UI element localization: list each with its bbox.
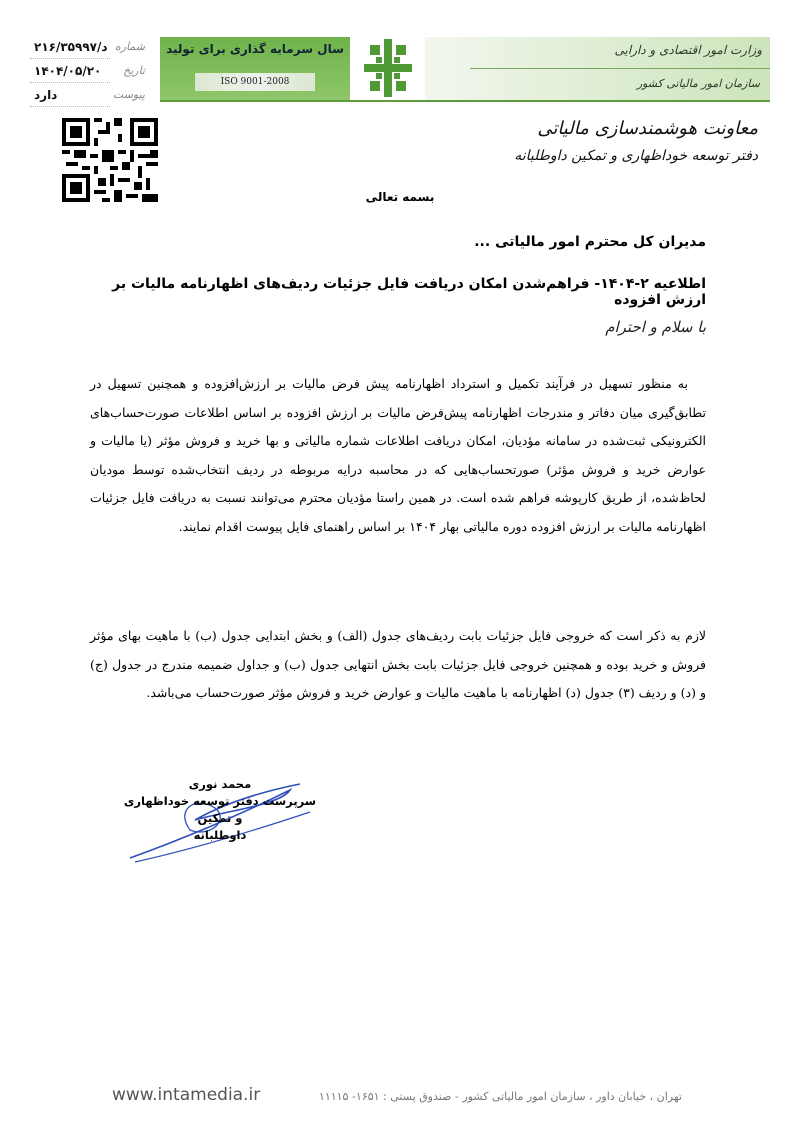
- letter-date-row: [20, 64, 145, 84]
- body-paragraph-2-text: لازم به ذکر است که خروجی فایل جزئیات بابت ردیف‌های جدول (الف) و بخش ابتدایی جدول (ب) با ماهیت بهای مؤثر فروش و خرید بوده و همچنین خروجی فایل جزئیات بابت بخش انتهایی جدول (ب) و جداول ضمیمه مندرج در جدول (ج) و (د) و ردیف (۳) جدول (د) اظهارنامه با ماهیت مالیات و عوارض خرید و فروش مؤثر صورت‌حساب می‌باشد.: [90, 628, 706, 700]
- body-paragraph-1: [90, 370, 706, 541]
- organization-name: سازمان امور مالیاتی کشور: [636, 77, 760, 90]
- department-deputy: معاونت هوشمندسازی مالیاتی: [537, 118, 758, 139]
- footer-address: تهران ، خیابان داور ، سازمان امور مالیاتی کشور - صندوق پستی : ۱۶۵۱- ۱۱۱۱۵: [318, 1090, 682, 1103]
- letter-number-label: شماره: [114, 40, 145, 53]
- subject: اطلاعیه ۲-۱۴۰۴- فراهم‌شدن امکان دریافت فایل جزئیات ردیف‌های اظهارنامه مالیات بر ارزش افزوده: [112, 276, 706, 308]
- attachment-row: [20, 88, 145, 108]
- meta-divider: [30, 82, 110, 84]
- attachment-label: پیوست: [112, 88, 145, 101]
- body-paragraph-1-text: به منظور تسهیل در فرآیند تکمیل و استرداد اظهارنامه پیش فرض مالیات بر ارزش‌افزوده و همچنین تسهیل در تطابق‌گیری میان دفاتر و مندرجات اظهارنامه پیش‌فرض مالیات بر ارزش افزوده بر اساس اطلاعات صورت‌حساب‌های الکترونیکی ثبت‌شده در سامانه مؤدیان، امکان دریافت اطلاعات شماره مالیاتی و بها خرید و فروش مؤثر (یا مالیات و عوارض خرید و فروش مؤثر) صورتحساب‌هایی که در محاسبه درایه مربوطه در ردیف انتخاب‌شده توسط مودیان لحاظ‌شده، از طریق کارپوشه فراهم شده است. در همین راستا مؤدیان محترم می‌توانند نسبت به دریافت فایل جزئیات اظهارنامه مالیات بر ارزش افزوده دوره مالیاتی بهار ۱۴۰۴ بر اساس راهنمای فایل پیوست اقدام نمایند.: [90, 376, 706, 534]
- iso-label: ISO 9001-2008: [220, 77, 290, 87]
- basmala: بسمه تعالی: [365, 190, 435, 204]
- meta-divider: [30, 58, 110, 60]
- qr-code-icon: [62, 118, 158, 202]
- letter-number-value: د/۲۱۶/۳۵۹۹۷: [34, 40, 108, 54]
- body-paragraph-2: [90, 622, 706, 708]
- department-office: دفتر توسعه خوداظهاری و تمکین داوطلبانه: [514, 148, 758, 164]
- tax-organization-emblem-icon: [360, 35, 416, 101]
- letter-date-value: ۱۴۰۴/۰۵/۲۰: [34, 64, 102, 78]
- recipient: مدیران کل محترم امور مالیاتی ...: [474, 234, 706, 250]
- signatory-block: [120, 776, 320, 844]
- year-slogan: سال سرمایه گذاری برای تولید: [166, 42, 344, 56]
- signatory-title-cont: داوطلبانه: [193, 828, 247, 842]
- footer-website: www.intamedia.ir: [112, 1085, 261, 1105]
- signatory-name: محمد نوری: [188, 777, 252, 791]
- letterhead-band: [160, 37, 770, 101]
- slogan-panel: [160, 37, 350, 101]
- greeting: با سلام و احترام: [605, 318, 706, 336]
- band-underline: [160, 100, 770, 102]
- letter-number-row: [20, 40, 145, 60]
- ministry-panel: [425, 37, 770, 101]
- signatory-title: سرپرست دفتر توسعه خوداظهاری و تمکین: [123, 794, 317, 825]
- ministry-name: وزارت امور اقتصادی و دارایی: [614, 43, 762, 57]
- attachment-value: دارد: [34, 88, 58, 102]
- meta-divider: [30, 106, 110, 108]
- letter-date-label: تاریخ: [123, 64, 145, 77]
- ministry-rule: [470, 68, 770, 69]
